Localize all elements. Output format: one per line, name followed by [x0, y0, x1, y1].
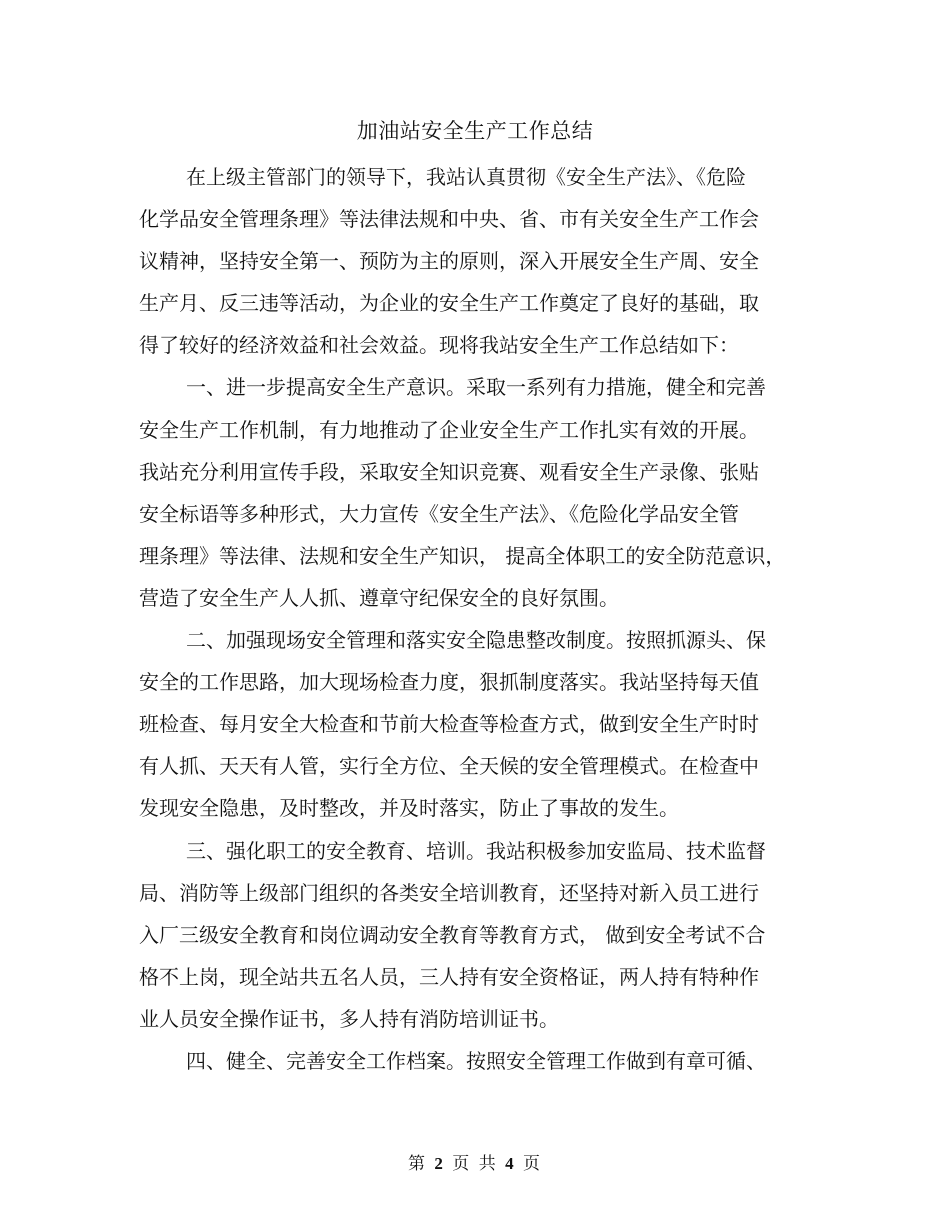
paragraph-line: 业人员安全操作证书，多人持有消防培训证书。 [139, 1006, 559, 1031]
current-page-number: 2 [434, 1154, 445, 1173]
paragraph-line: 班检查、每月安全大检查和节前大检查等检查方式，做到安全生产时时 [139, 712, 759, 737]
paragraph-line: 得了较好的经济效益和社会效益。现将我站安全生产工作总结如下： [139, 333, 739, 358]
paragraph-line: 有人抓、天天有人管，实行全方位、全天候的安全管理模式。在检查中 [139, 754, 759, 779]
total-pages-number: 4 [505, 1154, 516, 1173]
paragraph-line: 局、消防等上级部门组织的各类安全培训教育，还坚持对新入员工进行 [139, 880, 759, 905]
paragraph-line: 安全标语等多种形式，大力宣传《安全生产法》、《危险化学品安全管 [139, 501, 739, 526]
paragraph-line: 发现安全隐患，及时整改，并及时落实，防止了事故的发生。 [139, 796, 679, 821]
paragraph-line: 我站充分利用宣传手段，采取安全知识竞赛、观看安全生产录像、张贴 [139, 459, 759, 484]
paragraph-line: 二、加强现场安全管理和落实安全隐患整改制度。按照抓源头、保 [186, 628, 766, 653]
paragraph-line: 议精神，坚持安全第一、预防为主的原则，深入开展安全生产周、安全 [139, 249, 759, 274]
paragraph-line: 生产月、反三违等活动，为企业的安全生产工作奠定了良好的基础，取 [139, 291, 759, 316]
paragraph-line: 安全的工作思路，加大现场检查力度，狠抓制度落实。我站坚持每天值 [139, 670, 759, 695]
paragraph-line: 安全生产工作机制，有力地推动了企业安全生产工作扎实有效的开展。 [139, 417, 759, 442]
paragraph-line: 格不上岗，现全站共五名人员，三人持有安全资格证，两人持有特种作 [139, 964, 759, 989]
paragraph-line: 理条理》等法律、法规和安全生产知识， 提高全体职工的安全防范意识， [139, 543, 786, 568]
paragraph-line: 在上级主管部门的领导下，我站认真贯彻《安全生产法》、《危险 [186, 165, 746, 189]
page-footer [0, 1152, 950, 1176]
document-body [139, 160, 819, 1086]
footer-suffix: 页 [523, 1154, 543, 1174]
footer-middle: 页 共 [452, 1154, 498, 1174]
paragraph-line: 三、强化职工的安全教育、培训。我站积极参加安监局、技术监督 [186, 838, 766, 863]
paragraph-line: 四、健全、完善安全工作档案。按照安全管理工作做到有章可循、 [186, 1048, 766, 1073]
paragraph-line: 营造了安全生产人人抓、遵章守纪保安全的良好氛围。 [139, 585, 619, 610]
document-title: 加油站安全生产工作总结 [356, 119, 594, 143]
footer-prefix: 第 [407, 1154, 427, 1174]
paragraph-line: 入厂三级安全教育和岗位调动安全教育等教育方式， 做到安全考试不合 [139, 922, 766, 947]
paragraph-line: 一、进一步提高安全生产意识。采取一系列有力措施，健全和完善 [186, 375, 766, 400]
paragraph-line: 化学品安全管理条理》等法律法规和中央、省、市有关安全生产工作会 [139, 207, 759, 232]
